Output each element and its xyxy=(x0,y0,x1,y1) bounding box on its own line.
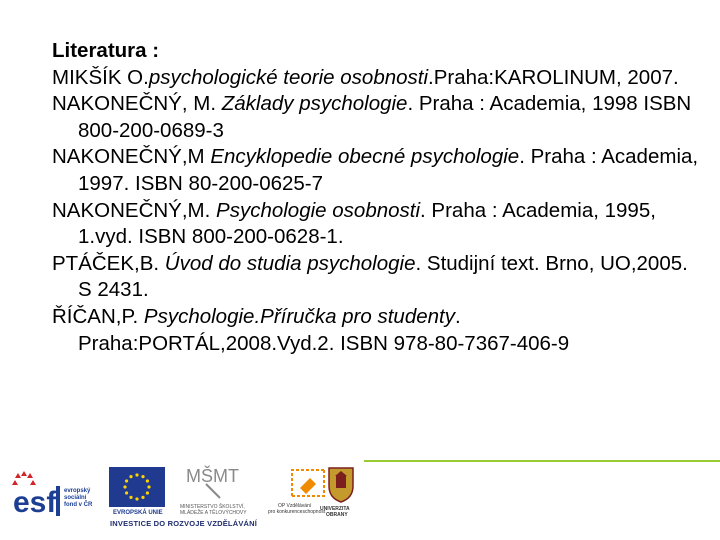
reference-title: Encyklopedie obecné psychologie xyxy=(210,145,520,169)
reference-details: .Praha:KAROLINUM, 2007. xyxy=(428,65,679,89)
reference-details: . Praha : Academia, 1995, 1.vyd. ISBN 800-200-0628-1. xyxy=(78,198,656,249)
reference-item xyxy=(52,91,702,144)
reference-item xyxy=(52,198,702,251)
reference-details: . Praha : Academia, 1997. ISBN 80-200-0625-7 xyxy=(78,145,699,195)
funding-logo-strip xyxy=(0,462,720,540)
reference-details: . Studijní text. Brno, UO,2005. S 2431. xyxy=(78,251,688,302)
university-logo-line: OBRANY xyxy=(326,512,348,518)
op-logo-line: OP Vzdělávání xyxy=(278,503,312,509)
reference-item xyxy=(52,65,702,92)
reference-author: PTÁČEK,B. xyxy=(52,251,165,275)
reference-details: . Praha : Academia, 1998 ISBN 800-200-0689-3 xyxy=(78,92,692,142)
reference-title: Psychologie osobnosti xyxy=(216,198,421,222)
msmt-logo-line: MINISTERSTVO ŠKOLSTVÍ, xyxy=(180,504,245,510)
reference-title: psychologické teorie osobnosti xyxy=(148,65,429,89)
literature-heading: Literatura : xyxy=(52,39,160,62)
university-logo xyxy=(318,466,364,520)
esf-logo-main: esf xyxy=(13,486,57,518)
msmt-logo-mark xyxy=(180,464,240,502)
university-logo-line: UNIVERZITA xyxy=(320,506,350,512)
reference-author: NAKONEČNÝ, M. xyxy=(52,92,222,116)
esf-logo-line: evropský xyxy=(64,488,91,494)
esf-logo-line: sociální xyxy=(64,495,87,501)
reference-item xyxy=(52,304,702,357)
reference-title: Úvod do studia psychologie xyxy=(164,251,416,275)
reference-author: ŘÍČAN,P. xyxy=(52,304,144,328)
investment-caption: INVESTICE DO ROZVOJE VZDĚLÁVÁNÍ xyxy=(110,519,258,528)
reference-title: Základy psychologie xyxy=(221,92,408,116)
eu-flag-icon xyxy=(108,466,166,508)
esf-logo-line: fond v ČR xyxy=(64,502,93,508)
reference-author: NAKONEČNÝ,M xyxy=(52,145,211,169)
reference-item xyxy=(52,251,702,304)
reference-author: NAKONEČNÝ,M. xyxy=(52,198,217,222)
msmt-logo xyxy=(180,464,260,520)
msmt-logo-text: MŠMT xyxy=(186,466,239,486)
op-logo-line: pro konkurenceschopnost xyxy=(268,509,326,515)
msmt-logo-line: MLÁDEŽE A TĚLOVÝCHOVY xyxy=(180,510,247,516)
university-shield-icon xyxy=(321,466,361,504)
reference-item xyxy=(52,144,702,197)
eu-logo-caption: EVROPSKÁ UNIE xyxy=(113,510,163,516)
eu-logo xyxy=(108,466,166,518)
reference-author: MIKŠÍK O. xyxy=(52,65,149,89)
reference-details: . Praha:PORTÁL,2008.Vyd.2. ISBN 978-80-7367-406-9 xyxy=(78,304,570,355)
reference-title: Psychologie.Příručka pro studenty xyxy=(143,304,455,328)
literature-list xyxy=(52,38,702,357)
esf-logo xyxy=(12,470,104,518)
